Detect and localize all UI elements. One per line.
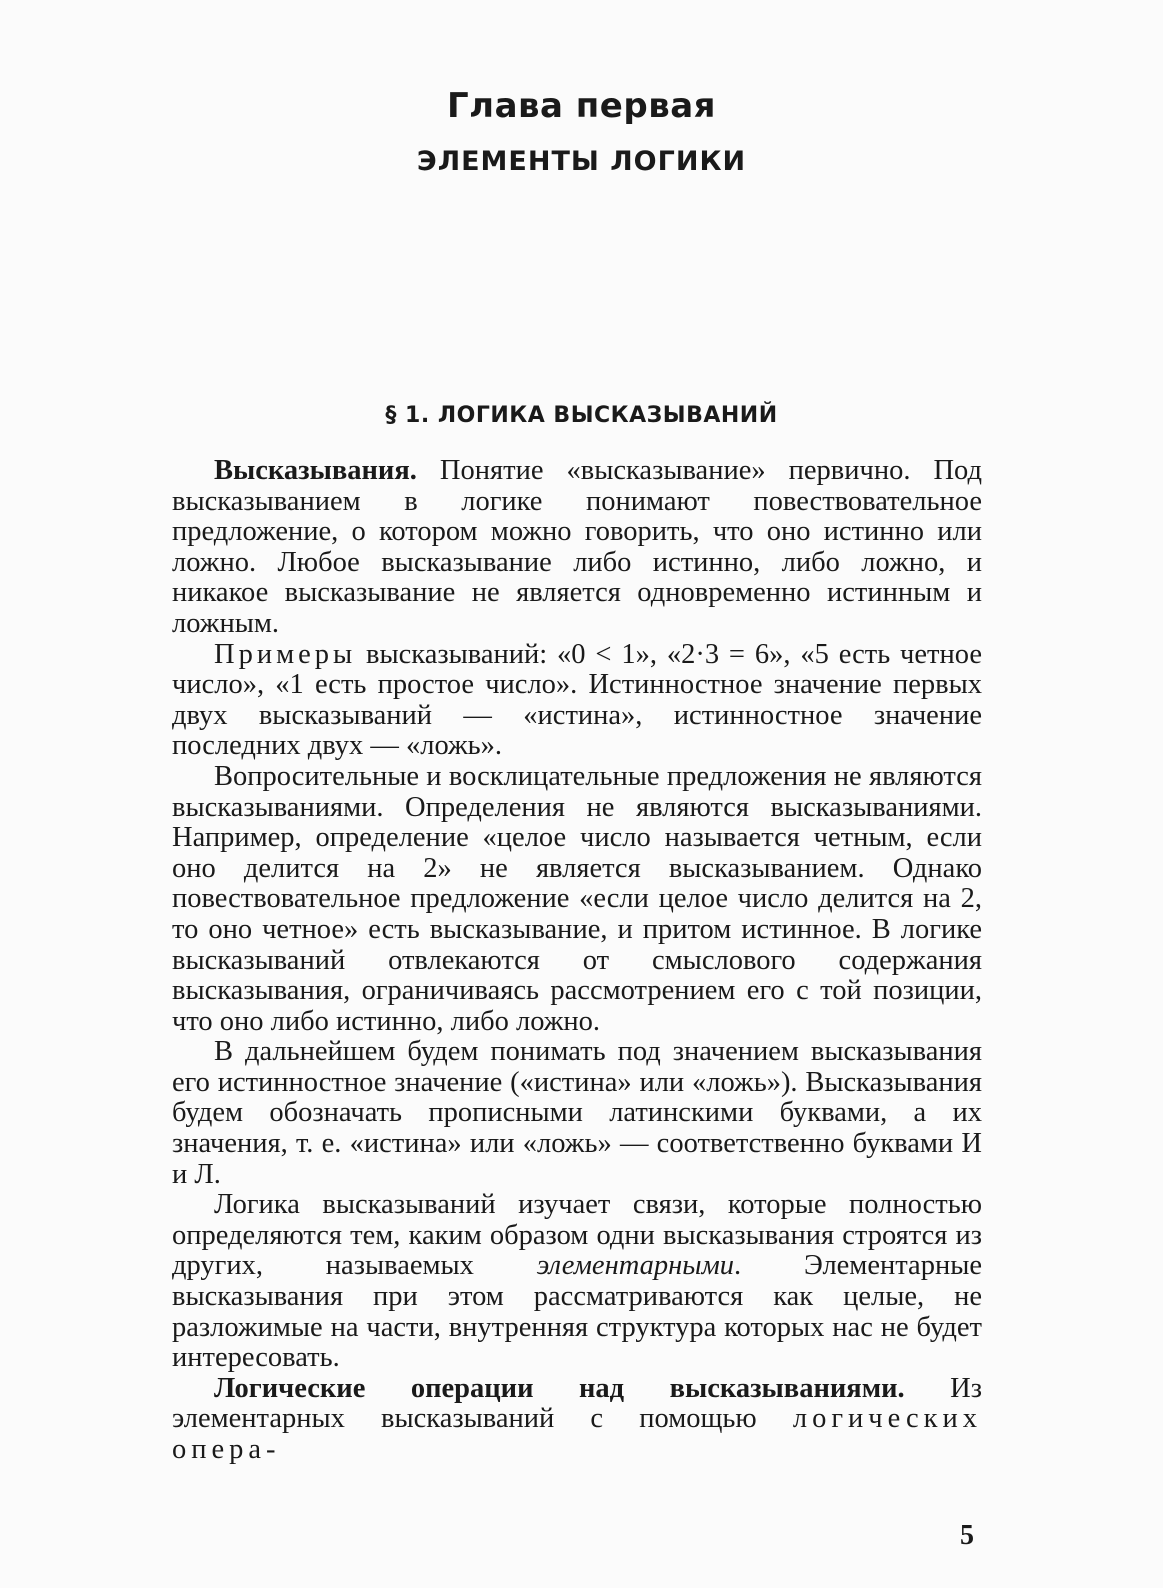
section-title: § 1. ЛОГИКА ВЫСКАЗЫВАНИЙ	[385, 403, 778, 428]
paragraph-text: высказываний: «0 < 1», «2·3 = 6», «5 есть четное число», «1 есть простое число». Истинностное значение первых двух высказываний — «истина», истинностное значение последних двух — «ложь».	[172, 638, 982, 762]
spaced-phrase: логических опера-	[172, 1403, 982, 1465]
page-number: 5	[960, 1520, 974, 1551]
paragraph-non-statements: Вопросительные и восклицательные предложения не являются высказываниями. Определения не являются высказываниями. Например, определение «целое число называется четным, если оно делится на 2» не является высказыванием. Однако повествовательное предложение «если целое число делится на 2, то оно четное» есть высказывание, и притом истинное. В логике высказываний отвлекаются от смыслового содержания высказывания, ограничиваясь рассмотрением его с той позиции, что оно либо истинно, либо ложно.	[172, 760, 982, 1037]
paragraph-values: В дальнейшем будем понимать под значением высказывания его истинностное значение («истина» или «ложь»). Высказывания будем обозначать прописными латинскими буквами, а их значения, т. е. «истина» или «ложь» — соответственно буквами И и Л.	[172, 1036, 982, 1190]
paragraph-examples	[172, 640, 982, 762]
paragraph-connections	[172, 1190, 982, 1374]
paragraph-text: Из элементарных высказываний с помощью	[172, 1372, 982, 1435]
paragraph-text: Понятие «высказывание» первично. Под высказыванием в логике понимают повествовательное предложение, о котором можно говорить, что оно истинно или ложно. Любое высказывание либо истинно, либо ложно, и никакое высказывание не является одновременно истинным и ложным.	[172, 455, 982, 639]
body-text	[172, 456, 982, 1466]
paragraph-operations	[172, 1374, 982, 1466]
paragraph-lead: Высказывания.	[214, 455, 417, 486]
chapter-subtitle: ЭЛЕМЕНТЫ ЛОГИКИ	[416, 146, 747, 177]
paragraph-statements	[172, 456, 982, 640]
paragraph-text: Логика высказываний изучает связи, которые полностью определяются тем, каким образом одни высказывания строятся из других, называемых	[172, 1189, 982, 1282]
paragraph-lead: Логические операции над высказываниями.	[214, 1372, 905, 1404]
paragraph-text: . Элементарные высказывания при этом рассматриваются как целые, не разложимые на части, внутренняя структура которых нас не будет интересовать.	[172, 1250, 982, 1374]
italic-term: элементарными	[536, 1250, 735, 1282]
chapter-title: Глава первая	[447, 86, 716, 126]
spaced-word: Примеры	[214, 638, 357, 670]
